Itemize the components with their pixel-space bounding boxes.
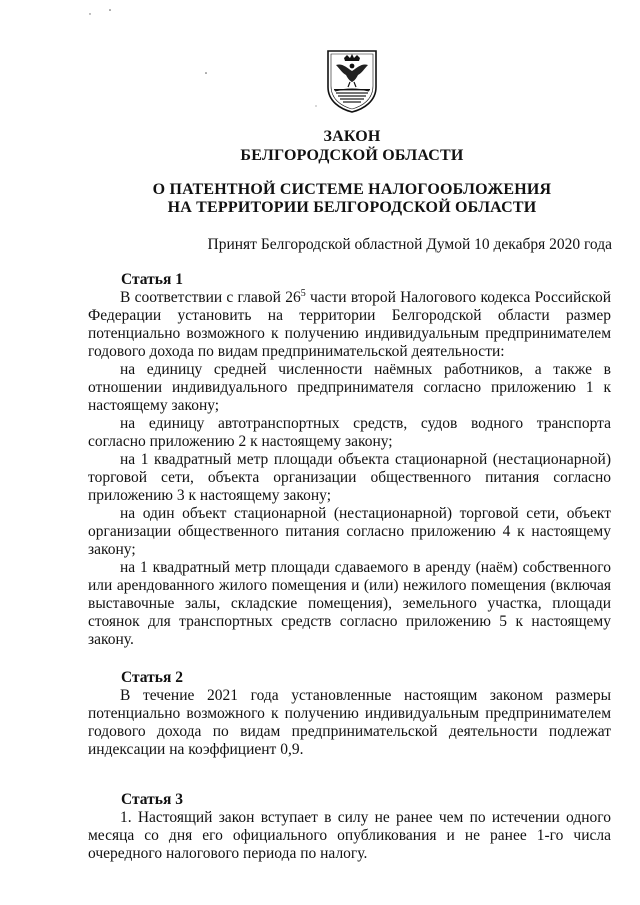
article-1-item: на 1 квадратный метр площади объекта стационарной (нестационарной) торговой сети, объекта организации общественного питания согласно приложению 3 к настоящему закону;	[88, 451, 611, 504]
article-1-item: на единицу средней численности наёмных работников, а также в отношении индивидуального предпринимателя согласно приложению 1 к настоящему закону;	[88, 361, 611, 414]
article-1-item: на один объект стационарной (нестационарной) торговой сети, объект организации общественного питания согласно приложению 4 к настоящему закону;	[88, 505, 611, 558]
chapter-superscript: 5	[300, 287, 306, 299]
article-1-intro	[88, 289, 611, 361]
adoption-note: Принят Белгородской областной Думой 10 декабря 2020 года	[207, 236, 612, 253]
article-3-body	[88, 809, 611, 863]
article-2-text: В течение 2021 года установленные настоящим законом размеры потенциально возможного к получению индивидуальным предпринимателем годового дохода по видам предпринимательской деятельности подлежат индексации на коэффициент 0,9.	[88, 687, 611, 758]
law-title: ЗАКОН	[323, 128, 381, 145]
article-1-body	[88, 289, 611, 649]
region-title: БЕЛГОРОДСКОЙ ОБЛАСТИ	[240, 147, 464, 164]
intro-text-start: В соответствии с главой 26	[120, 289, 301, 306]
subject-title-line2: НА ТЕРРИТОРИИ БЕЛГОРОДСКОЙ ОБЛАСТИ	[167, 199, 537, 216]
article-3-text: 1. Настоящий закон вступает в силу не ранее чем по истечении одного месяца со дня его официального опубликования и не ранее 1-го числа очередного налогового периода по налогу.	[88, 809, 611, 862]
article-3-heading: Статья 3	[121, 791, 183, 808]
article-2-body	[88, 687, 611, 759]
article-1-heading: Статья 1	[121, 271, 183, 288]
article-1-item: на 1 квадратный метр площади сдаваемого в аренду (наём) собственного или арендованного жилого помещения и (или) нежилого помещения (включая выставочные залы, складские помещения), земельного участка, площади стоянок для транспортных средств согласно приложению 5 к настоящему закону.	[88, 559, 611, 648]
coat-of-arms-icon	[326, 49, 378, 113]
article-1-item: на единицу автотранспортных средств, судов водного транспорта согласно приложению 2 к настоящему закону;	[88, 415, 611, 450]
intro-text-end: части второй Налогового кодекса Российской Федерации установить на территории Белгородской области размер потенциально возможного к получению индивидуальным предпринимателем годового дохода по видам предпринимательской деятельности:	[88, 289, 611, 360]
subject-title-line1: О ПАТЕНТНОЙ СИСТЕМЕ НАЛОГООБЛОЖЕНИЯ	[152, 181, 552, 198]
article-2-heading: Статья 2	[121, 669, 183, 686]
